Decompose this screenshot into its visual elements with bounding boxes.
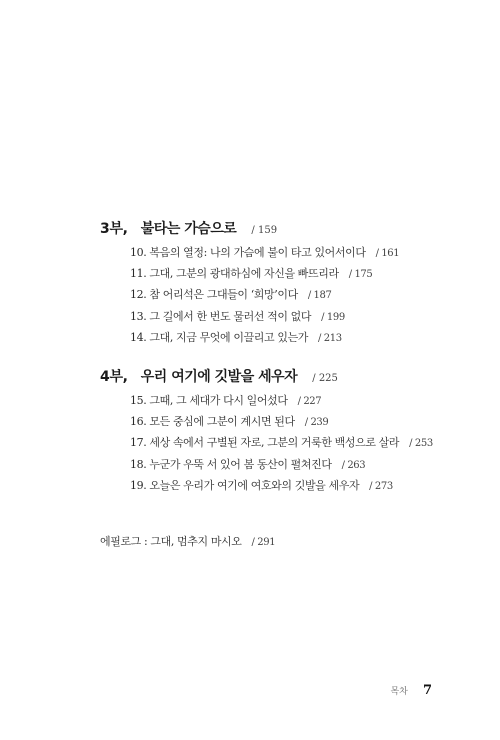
chapter-18 [100,454,460,475]
chapter-page: / 161 [375,248,400,259]
part-4-page: / 225 [312,373,338,384]
chapter-14 [100,327,460,348]
part-4-section [100,364,460,496]
chapter-page: / 187 [307,290,332,302]
part-3-title: 불타는 가슴으로 [140,221,237,237]
chapter-title: 16. 모든 중심에 그분이 계시면 된다 [130,415,295,429]
chapter-19 [100,475,460,496]
chapter-title: 15. 그때, 그 세대가 다시 일어섰다 [130,394,288,407]
part-4-chapter-list [100,390,460,496]
chapter-title: 12. 참 어리석은 그대들이 ‘희망’이다 [130,288,298,302]
chapter-13 [100,306,460,327]
part-4-title: 우리 여기에 깃발을 세우자 [140,369,298,385]
chapter-page: / 273 [369,480,393,492]
epilogue-page: / 291 [251,537,276,548]
chapter-10 [100,242,460,263]
chapter-page: / 263 [341,459,366,471]
part-3-heading [100,216,460,240]
chapter-page: / 227 [297,396,322,407]
part-3-chapter-list [100,242,460,348]
chapter-title: 11. 그대, 그분의 광대하심에 자신을 빠뜨리라 [130,267,339,281]
chapter-page: / 213 [318,332,342,344]
chapter-title: 19. 오늘은 우리가 여기에 여호와의 깃발을 세우자 [130,478,360,492]
part-4-label: 4부, [100,369,128,385]
chapter-title: 10. 복음의 열정: 나의 가슴에 불이 타고 있어서이다 [130,246,366,259]
chapter-page: / 253 [409,438,433,450]
part-3-label: 3부, [100,221,128,237]
page-footer [390,680,432,699]
chapter-title: 14. 그대, 지금 무엇에 이끌리고 있는가 [130,330,309,344]
chapter-title: 17. 세상 속에서 구별된 자로, 그분의 거룩한 백성으로 살라 [130,436,400,450]
chapter-page: / 239 [304,417,329,429]
part-3-page: / 159 [251,225,278,236]
page-number: 7 [422,683,432,698]
chapter-12 [100,284,460,305]
epilogue-entry [100,531,275,554]
chapter-page: / 175 [348,269,373,281]
chapter-17 [100,432,460,453]
part-4-heading [100,364,460,388]
chapter-15 [100,390,460,411]
chapter-title: 18. 누군가 우뚝 서 있어 봄 동산이 펼쳐진다 [130,457,332,471]
epilogue-title: 에필로그 : 그대, 멈추지 마시오 [100,535,242,548]
part-3-section [100,216,460,348]
running-footer-label: 목차 [390,687,408,697]
chapter-title: 13. 그 길에서 한 번도 물러선 적이 없다 [130,309,312,323]
chapter-page: / 199 [321,311,345,323]
chapter-16 [100,411,460,432]
chapter-11 [100,263,460,284]
